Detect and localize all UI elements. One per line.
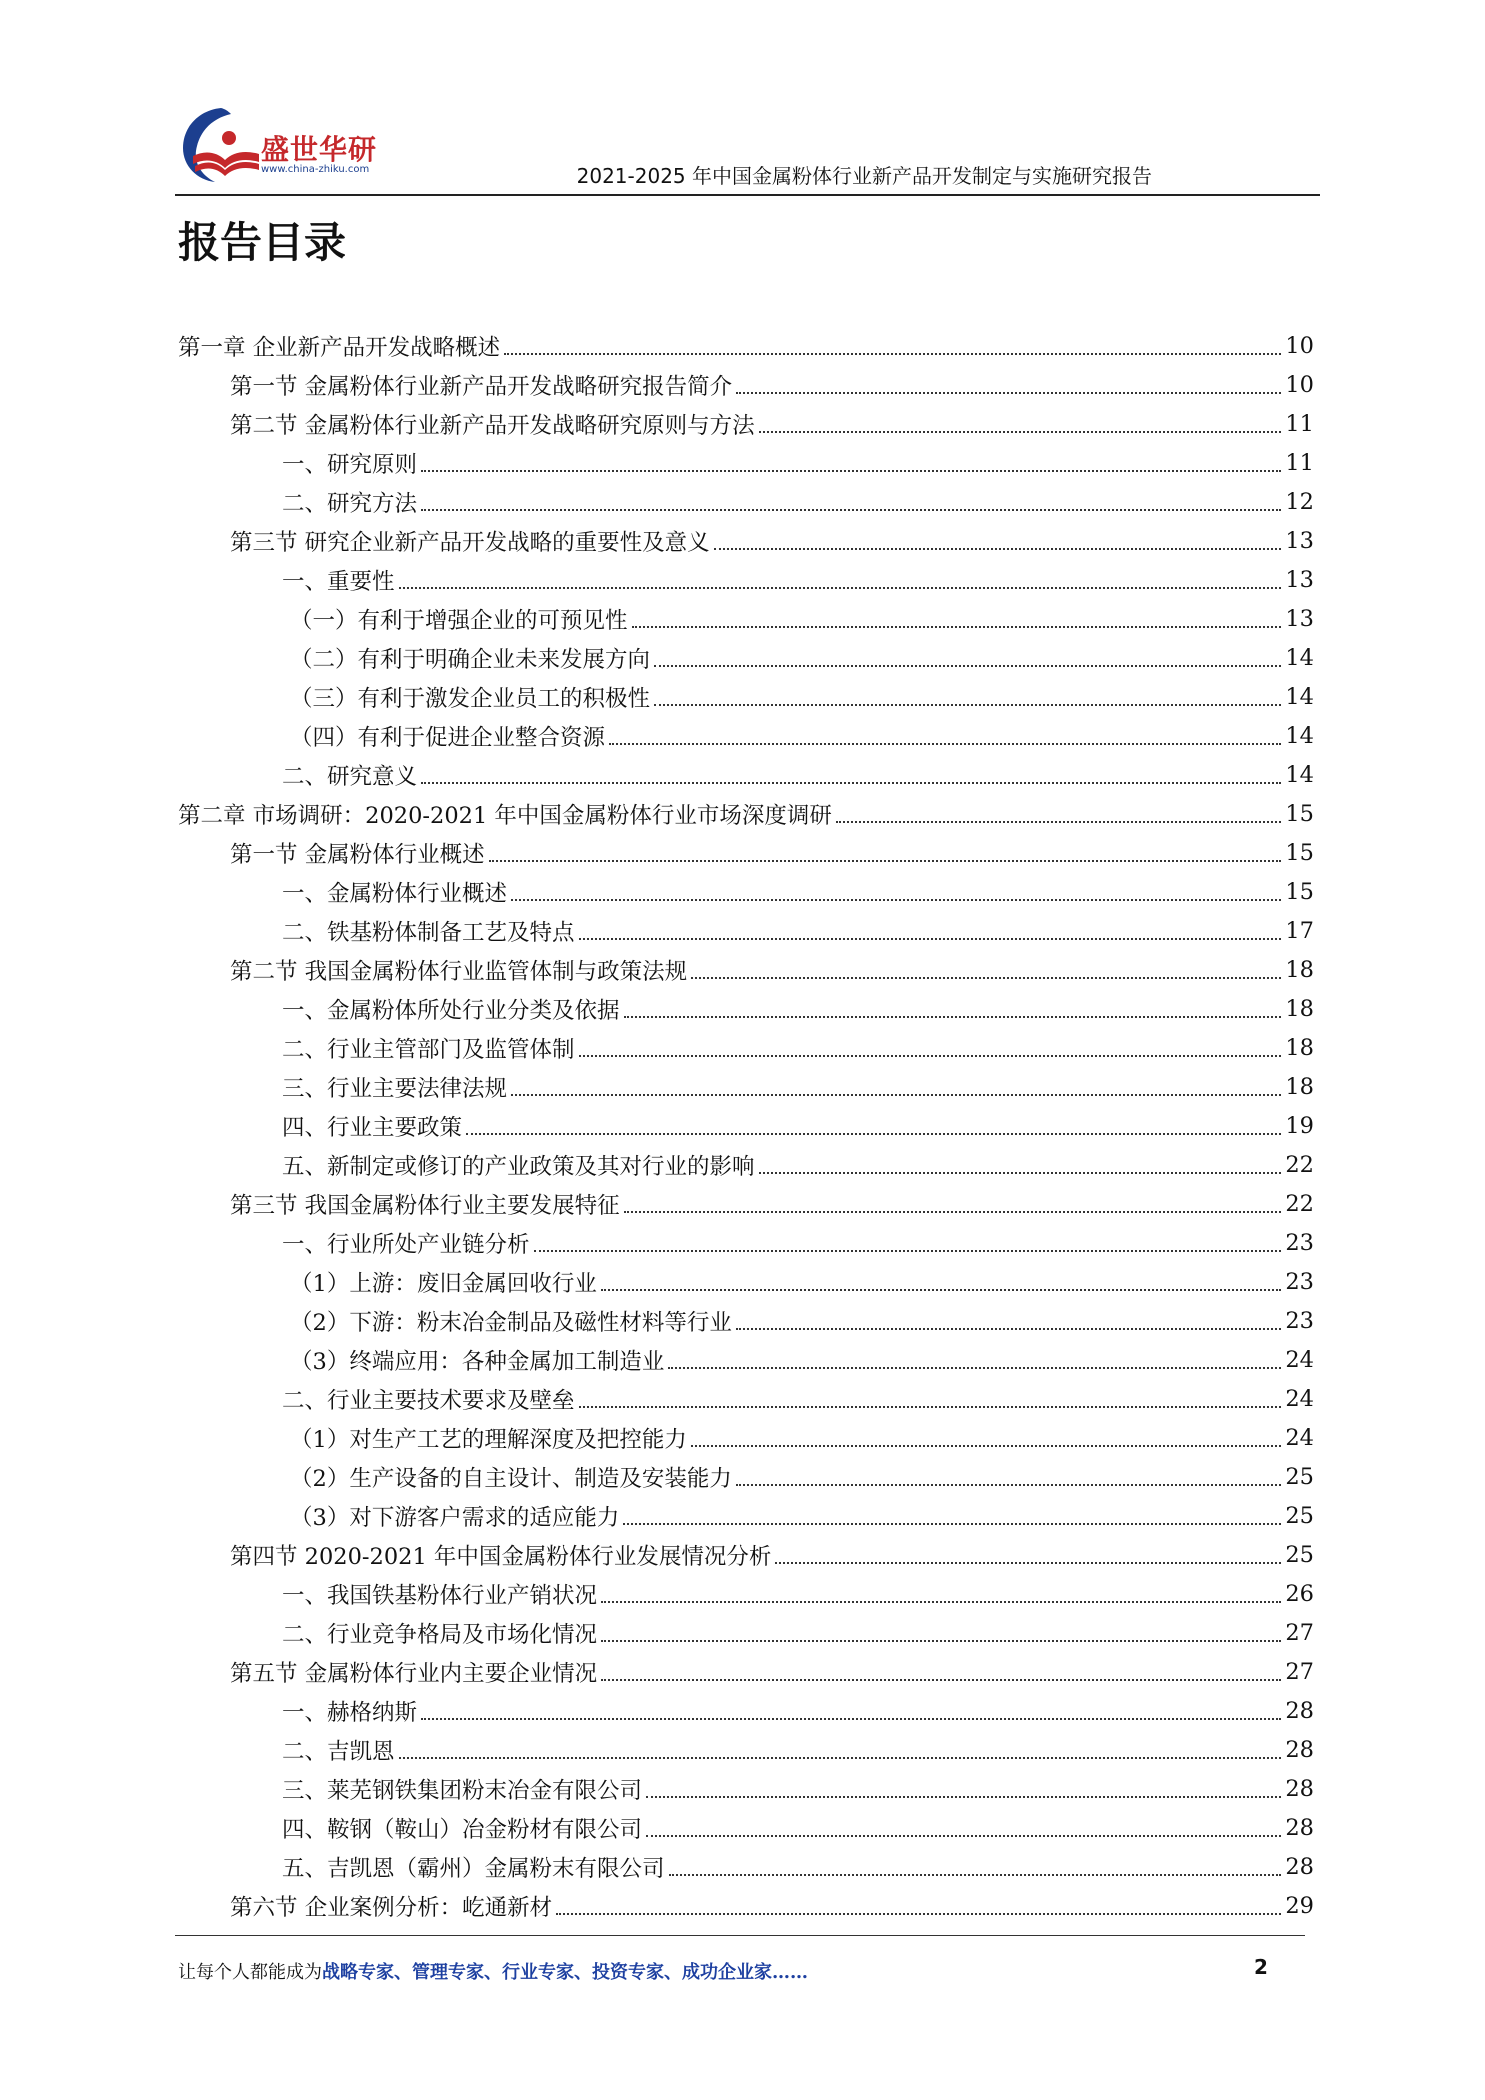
toc-dot-leader [759,1172,1282,1174]
toc-entry-label: 第二节 我国金属粉体行业监管体制与政策法规 [230,958,688,985]
toc-entry[interactable] [178,1613,1314,1652]
toc-entry[interactable] [178,1028,1314,1067]
toc-dot-leader [624,1211,1282,1213]
toc-entry-page: 15 [1285,800,1314,827]
toc-entry[interactable] [178,1847,1314,1886]
toc-entry[interactable] [178,833,1314,872]
header-divider [175,194,1320,196]
logo-text: 盛世华研 [261,133,378,166]
toc-entry-page: 22 [1285,1151,1314,1178]
toc-entry-page: 27 [1285,1619,1314,1646]
toc-dot-leader [579,938,1282,940]
toc-entry-page: 28 [1285,1697,1314,1724]
toc-entry-page: 11 [1285,449,1314,476]
toc-entry-label: 第一节 金属粉体行业概述 [230,841,485,868]
toc-entry-page: 27 [1285,1658,1314,1685]
toc-dot-leader [654,704,1281,706]
toc-entry-page: 25 [1285,1463,1314,1490]
footer-divider [175,1935,1305,1936]
toc-entry-page: 18 [1285,995,1314,1022]
toc-entry[interactable] [178,1106,1314,1145]
toc-dot-leader [668,1367,1281,1369]
toc-entry[interactable] [178,1301,1314,1340]
toc-entry-label: 第四节 2020-2021 年中国金属粉体行业发展情况分析 [230,1543,772,1570]
toc-entry[interactable] [178,1340,1314,1379]
toc-entry-page: 24 [1285,1346,1314,1373]
toc-entry-page: 25 [1285,1541,1314,1568]
toc-dot-leader [654,665,1281,667]
slogan-highlight: 战略专家、管理专家、行业专家、投资专家、成功企业家…… [322,1962,808,1983]
toc-entry-label: 第一章 企业新产品开发战略概述 [178,334,501,361]
toc-entry-label: 五、新制定或修订的产业政策及其对行业的影响 [282,1153,755,1180]
toc-dot-leader [421,509,1281,511]
toc-entry-page: 14 [1285,644,1314,671]
toc-entry-label: 第六节 企业案例分析：屹通新材 [230,1894,553,1921]
toc-entry-label: 四、鞍钢（鞍山）冶金粉材有限公司 [282,1816,643,1843]
toc-dot-leader [601,1640,1281,1642]
toc-entry[interactable] [178,443,1314,482]
toc-entry-label: 一、赫格纳斯 [282,1699,418,1726]
toc-entry[interactable] [178,326,1314,365]
toc-entry-label: （三）有利于激发企业员工的积极性 [290,685,651,712]
toc-entry-label: （四）有利于促进企业整合资源 [290,724,606,751]
toc-entry-page: 15 [1285,839,1314,866]
toc-entry[interactable] [178,1691,1314,1730]
toc-entry[interactable] [178,1145,1314,1184]
toc-entry-label: 二、铁基粉体制备工艺及特点 [282,919,575,946]
toc-entry-page: 13 [1285,605,1314,632]
toc-entry-label: （2）下游：粉末冶金制品及磁性材料等行业 [290,1309,732,1336]
toc-entry[interactable] [178,872,1314,911]
toc-dot-leader [609,743,1281,745]
toc-entry[interactable] [178,1223,1314,1262]
toc-dot-leader [511,899,1281,901]
logo-book-icon [175,104,265,186]
toc-entry-label: （二）有利于明确企业未来发展方向 [290,646,651,673]
toc-entry-label: 一、金属粉体行业概述 [282,880,508,907]
toc-dot-leader [601,1601,1281,1603]
toc-entry-page: 28 [1285,1736,1314,1763]
toc-entry[interactable] [178,521,1314,560]
toc-entry-label: 第一节 金属粉体行业新产品开发战略研究报告简介 [230,373,733,400]
toc-dot-leader [775,1562,1281,1564]
toc-entry-label: 五、吉凯恩（霸州）金属粉末有限公司 [282,1855,665,1882]
toc-entry-page: 14 [1285,722,1314,749]
toc-dot-leader [601,1679,1281,1681]
toc-dot-leader [759,431,1282,433]
toc-dot-leader [736,1484,1282,1486]
toc-entry-label: 四、行业主要政策 [282,1114,463,1141]
toc-entry-label: 一、行业所处产业链分析 [282,1231,530,1258]
toc-entry-page: 12 [1285,488,1314,515]
toc-entry-label: 二、行业竞争格局及市场化情况 [282,1621,598,1648]
toc-entry-page: 23 [1285,1229,1314,1256]
toc-entry-page: 10 [1285,332,1314,359]
toc-entry-page: 23 [1285,1268,1314,1295]
toc-dot-leader [556,1913,1281,1915]
toc-entry-page: 13 [1285,566,1314,593]
toc-dot-leader [691,1445,1282,1447]
toc-entry-page: 11 [1285,410,1314,437]
toc-entry-page: 23 [1285,1307,1314,1334]
toc-entry[interactable] [178,1262,1314,1301]
toc-dot-leader [646,1796,1281,1798]
toc-entry-label: 二、吉凯恩 [282,1738,395,1765]
toc-entry-label: （3）终端应用：各种金属加工制造业 [290,1348,665,1375]
toc-entry-label: （2）生产设备的自主设计、制造及安装能力 [290,1465,732,1492]
toc-entry[interactable] [178,599,1314,638]
toc-entry-page: 15 [1285,878,1314,905]
toc-entry-page: 18 [1285,1034,1314,1061]
toc-entry-label: 二、行业主管部门及监管体制 [282,1036,575,1063]
toc-dot-leader [669,1874,1282,1876]
toc-entry-page: 26 [1285,1580,1314,1607]
toc-entry-label: 二、研究方法 [282,490,418,517]
table-of-contents [178,326,1314,1925]
toc-entry-page: 28 [1285,1775,1314,1802]
toc-entry-label: 第三节 我国金属粉体行业主要发展特征 [230,1192,620,1219]
toc-dot-leader [534,1250,1282,1252]
toc-entry-label: （3）对下游客户需求的适应能力 [290,1504,620,1531]
toc-entry[interactable] [178,1379,1314,1418]
toc-entry[interactable] [178,1418,1314,1457]
toc-entry[interactable] [178,404,1314,443]
toc-entry[interactable] [178,716,1314,755]
toc-dot-leader [504,353,1281,355]
toc-entry[interactable] [178,365,1314,404]
toc-dot-leader [632,626,1282,628]
toc-entry-page: 28 [1285,1853,1314,1880]
toc-entry-page: 25 [1285,1502,1314,1529]
toc-dot-leader [399,587,1282,589]
toc-dot-leader [466,1133,1281,1135]
footer-slogan [178,1958,808,1984]
page-header [175,100,1320,195]
toc-entry-page: 19 [1285,1112,1314,1139]
toc-entry-label: 一、研究原则 [282,451,418,478]
toc-dot-leader [511,1094,1281,1096]
toc-dot-leader [489,860,1282,862]
toc-entry-label: 三、行业主要法律法规 [282,1075,508,1102]
toc-entry[interactable] [178,1457,1314,1496]
toc-entry-page: 14 [1285,761,1314,788]
toc-entry[interactable] [178,1535,1314,1574]
toc-entry-page: 13 [1285,527,1314,554]
toc-entry-page: 29 [1285,1892,1314,1919]
toc-dot-leader [579,1406,1282,1408]
page-number: 2 [1254,1955,1268,1979]
toc-entry-label: （1）上游：废旧金属回收行业 [290,1270,597,1297]
toc-entry-page: 18 [1285,956,1314,983]
toc-dot-leader [646,1835,1281,1837]
toc-entry-page: 17 [1285,917,1314,944]
toc-dot-leader [601,1289,1282,1291]
toc-entry[interactable] [178,482,1314,521]
toc-dot-leader [836,821,1281,823]
toc-dot-leader [421,470,1281,472]
toc-entry-page: 18 [1285,1073,1314,1100]
toc-dot-leader [623,1523,1281,1525]
toc-entry-label: （1）对生产工艺的理解深度及把控能力 [290,1426,687,1453]
toc-entry[interactable] [178,1067,1314,1106]
toc-entry-label: 一、重要性 [282,568,395,595]
toc-entry[interactable] [178,1496,1314,1535]
toc-entry[interactable] [178,677,1314,716]
toc-dot-leader [714,548,1282,550]
toc-entry-label: （一）有利于增强企业的可预见性 [290,607,628,634]
slogan-prefix: 让每个人都能成为 [178,1962,322,1983]
toc-entry-label: 二、研究意义 [282,763,418,790]
document-title: 2021-2025 年中国金属粉体行业新产品开发制定与实施研究报告 [576,164,1152,188]
toc-entry[interactable] [178,1769,1314,1808]
toc-entry-label: 第二节 金属粉体行业新产品开发战略研究原则与方法 [230,412,755,439]
toc-entry[interactable] [178,1184,1314,1223]
toc-dot-leader [736,392,1281,394]
toc-dot-leader [399,1757,1282,1759]
toc-entry[interactable] [178,1652,1314,1691]
toc-entry[interactable] [178,560,1314,599]
toc-dot-leader [421,782,1281,784]
toc-entry[interactable] [178,1730,1314,1769]
toc-entry[interactable] [178,1574,1314,1613]
toc-entry[interactable] [178,1808,1314,1847]
toc-entry-label: 一、我国铁基粉体行业产销状况 [282,1582,598,1609]
toc-entry-page: 10 [1285,371,1314,398]
toc-entry-page: 22 [1285,1190,1314,1217]
toc-entry-label: 第二章 市场调研：2020-2021 年中国金属粉体行业市场深度调研 [178,802,832,829]
logo-url: www.china-zhiku.com [261,164,370,175]
toc-entry[interactable] [178,794,1314,833]
toc-dot-leader [691,977,1281,979]
toc-entry[interactable] [178,638,1314,677]
toc-entry[interactable] [178,755,1314,794]
toc-entry-page: 28 [1285,1814,1314,1841]
toc-entry-label: 二、行业主要技术要求及壁垒 [282,1387,575,1414]
toc-dot-leader [736,1328,1282,1330]
toc-dot-leader [579,1055,1282,1057]
toc-entry[interactable] [178,950,1314,989]
toc-entry[interactable] [178,1886,1314,1925]
toc-heading: 报告目录 [178,218,347,267]
toc-entry-label: 一、金属粉体所处行业分类及依据 [282,997,620,1024]
toc-entry-page: 24 [1285,1385,1314,1412]
toc-entry[interactable] [178,989,1314,1028]
toc-entry-page: 14 [1285,683,1314,710]
toc-entry-label: 第三节 研究企业新产品开发战略的重要性及意义 [230,529,710,556]
toc-entry-label: 三、莱芜钢铁集团粉末冶金有限公司 [282,1777,643,1804]
toc-entry-page: 24 [1285,1424,1314,1451]
toc-entry[interactable] [178,911,1314,950]
toc-dot-leader [624,1016,1282,1018]
toc-dot-leader [421,1718,1281,1720]
toc-entry-label: 第五节 金属粉体行业内主要企业情况 [230,1660,598,1687]
